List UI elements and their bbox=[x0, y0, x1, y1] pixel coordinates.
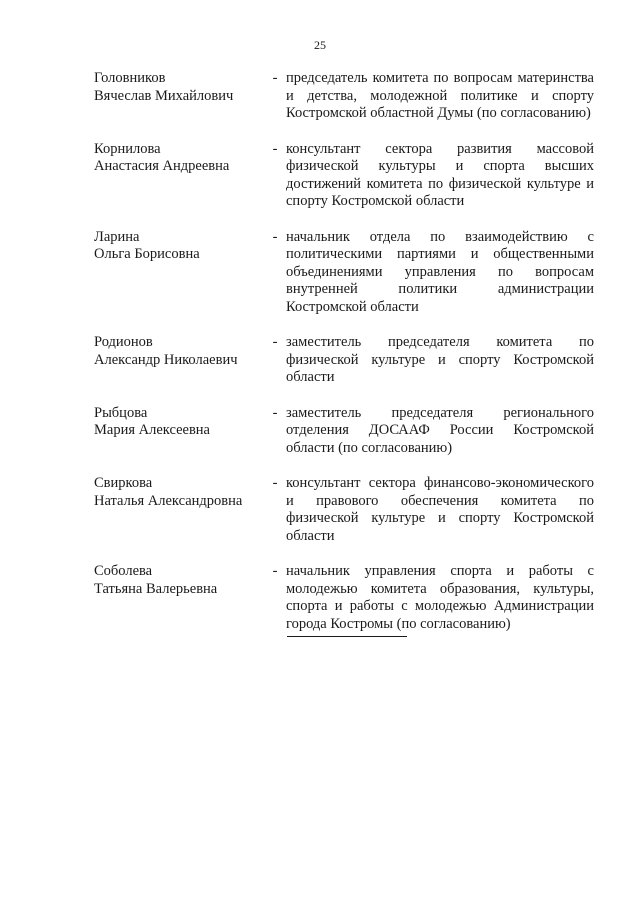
member-given-name: Наталья Александровна bbox=[94, 492, 243, 509]
list-item bbox=[94, 70, 594, 123]
member-role: начальник управления спорта и работы с молодежью комитета образования, культуры, спорта и работы с молодежью Администрации города Костромы (по согласованию) bbox=[286, 563, 594, 632]
member-surname: Соболева bbox=[94, 563, 153, 579]
member-surname: Свиркова bbox=[94, 475, 153, 491]
member-surname: Головников bbox=[94, 70, 166, 86]
member-dash: - bbox=[272, 563, 278, 579]
member-surname: Корнилова bbox=[94, 140, 161, 157]
member-given-name: Вячеслав Михайлович bbox=[94, 87, 234, 104]
member-role: консультант сектора финансово-экономического и правового обеспечения комитета по физической культуре и спорту Костромской области bbox=[286, 475, 594, 544]
member-name bbox=[94, 70, 264, 105]
member-given-name: Александр Николаевич bbox=[94, 351, 238, 368]
list-item bbox=[94, 229, 594, 317]
member-dash: - bbox=[272, 475, 278, 491]
list-item bbox=[94, 563, 594, 633]
member-surname: Родионов bbox=[94, 334, 153, 350]
member-name bbox=[94, 405, 264, 440]
member-name bbox=[94, 334, 264, 369]
member-role: заместитель председателя комитета по физической культуре и спорту Костромской области bbox=[286, 334, 594, 385]
member-given-name: Татьяна Валерьевна bbox=[94, 580, 218, 597]
member-given-name: Анастасия Андреевна bbox=[94, 158, 230, 174]
member-given-name: Мария Алексеевна bbox=[94, 422, 210, 438]
member-role: председатель комитета по вопросам материнства и детства, молодежной политике и спорту Костромской областной Думы (по согласованию) bbox=[286, 70, 594, 121]
page-number: 25 bbox=[314, 38, 326, 52]
list-item bbox=[94, 475, 594, 545]
member-dash: - bbox=[272, 70, 278, 86]
list-item bbox=[94, 141, 594, 211]
member-name bbox=[94, 563, 264, 598]
closing-rule bbox=[287, 636, 407, 637]
member-name bbox=[94, 229, 264, 264]
member-name bbox=[94, 141, 264, 176]
member-role: заместитель председателя регионального отделения ДОСААФ России Костромской области (по согласованию) bbox=[286, 404, 594, 456]
member-role: консультант сектора развития массовой физической культуры и спорта высших достижений комитета по физической культуре и спорту Костромской области bbox=[286, 140, 594, 209]
member-dash: - bbox=[272, 228, 278, 245]
member-dash: - bbox=[272, 334, 278, 350]
member-given-name: Ольга Борисовна bbox=[94, 246, 200, 262]
member-role: начальник отдела по взаимодействию с политическими партиями и общественными объединениями управления по вопросам внутренней политики администрации Костромской области bbox=[286, 228, 594, 315]
member-dash: - bbox=[272, 404, 278, 421]
member-dash: - bbox=[272, 140, 278, 157]
member-list bbox=[94, 70, 594, 633]
member-surname: Рыбцова bbox=[94, 404, 148, 421]
member-surname: Ларина bbox=[94, 228, 140, 245]
list-item bbox=[94, 334, 594, 387]
list-item bbox=[94, 405, 594, 458]
member-name bbox=[94, 475, 264, 510]
